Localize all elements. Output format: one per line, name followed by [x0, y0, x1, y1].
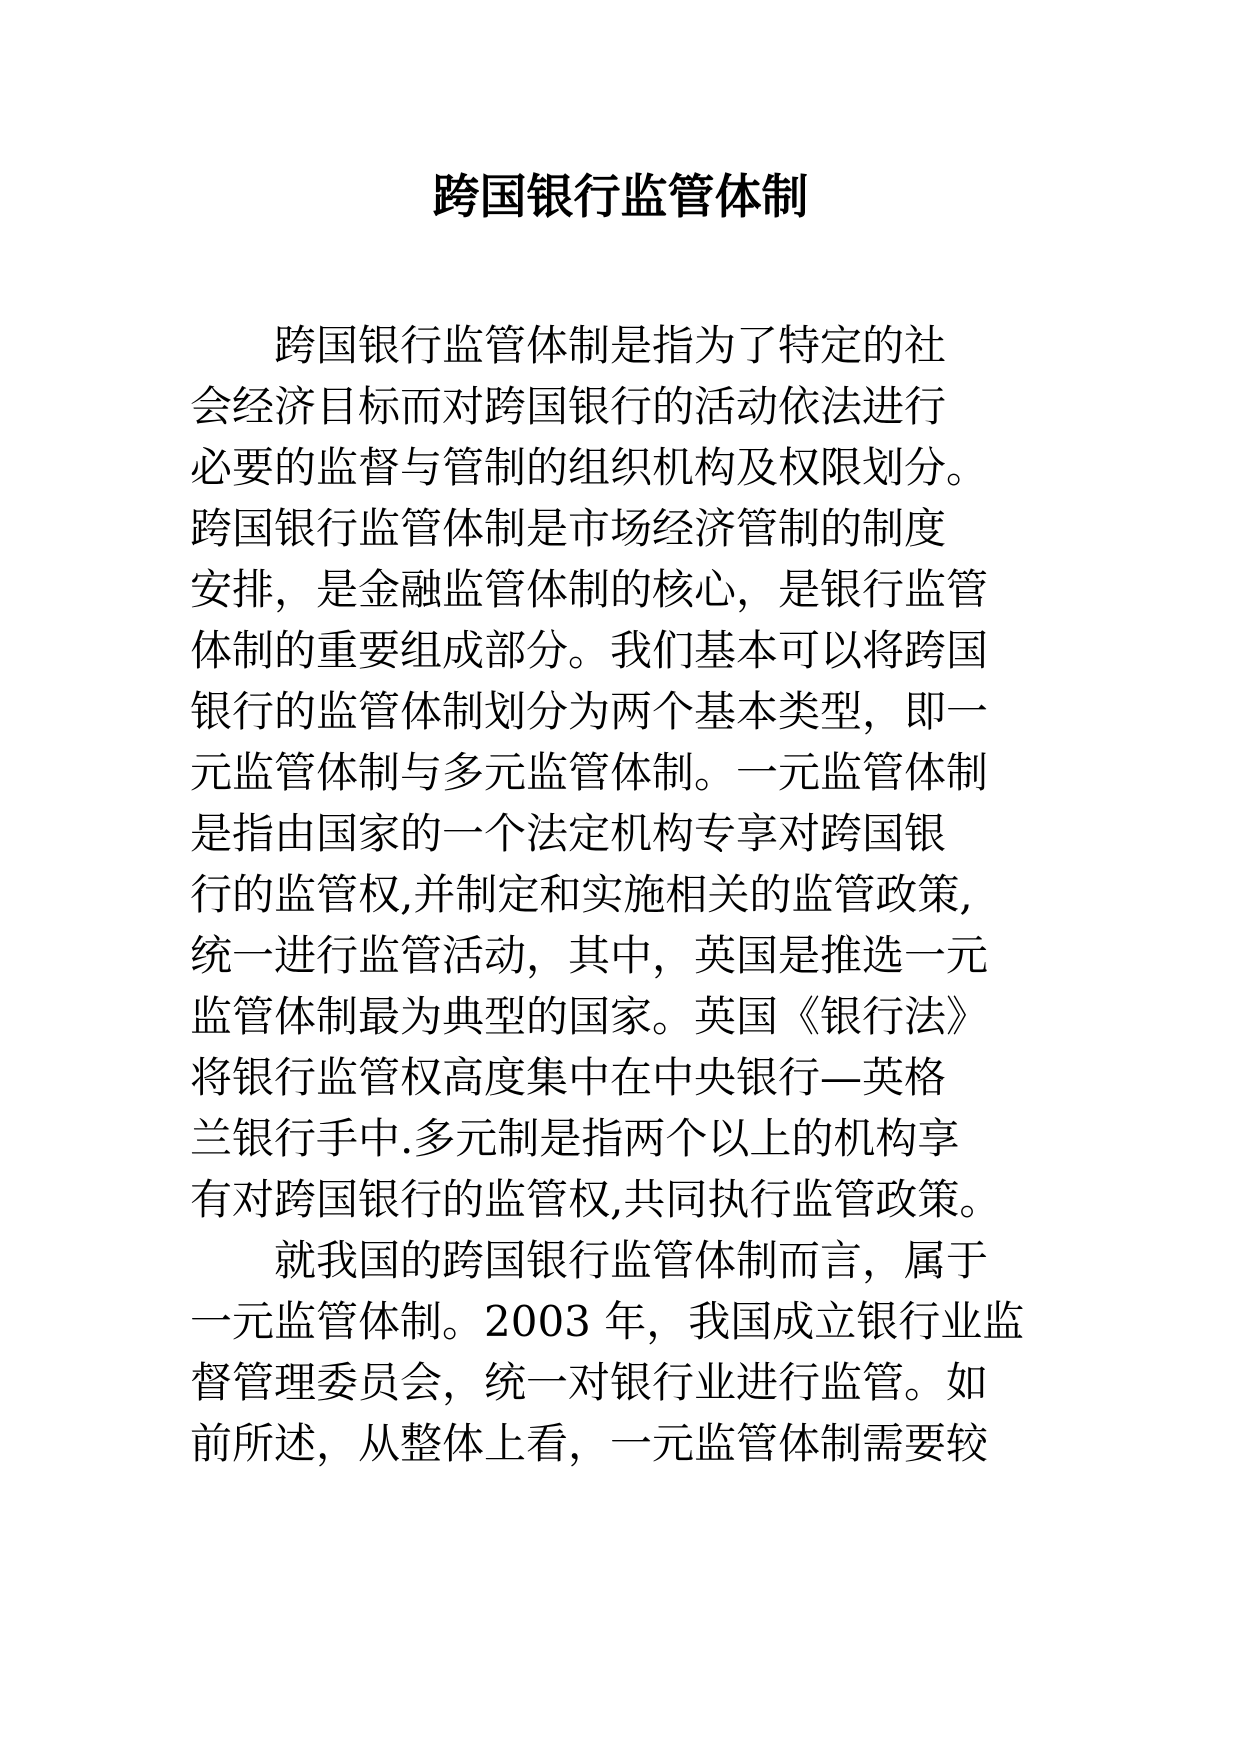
body-line: 将银行监管权高度集中在中央银行—英格 [190, 1053, 947, 1102]
body-line: 督管理委员会，统一对银行业进行监管。如 [190, 1358, 989, 1407]
body-line: 是指由国家的一个法定机构专享对跨国银 [190, 809, 947, 858]
body-line: 体制的重要组成部分。我们基本可以将跨国 [190, 626, 989, 675]
body-line: 前所述，从整体上看，一元监管体制需要较 [190, 1419, 989, 1468]
document-title: 跨国银行监管体制 [432, 170, 809, 225]
body-line: 有对跨国银行的监管权,共同执行监管政策。 [190, 1175, 1002, 1224]
body-line: 监管体制最为典型的国家。英国《银行法》 [190, 992, 989, 1041]
body-line: 一元监管体制。2003 年，我国成立银行业监 [190, 1297, 1025, 1346]
body-line: 安排，是金融监管体制的核心，是银行监管 [190, 565, 989, 614]
body-line: 银行的监管体制划分为两个基本类型，即一 [190, 687, 989, 736]
body-line: 行的监管权,并制定和实施相关的监管政策, [190, 870, 973, 919]
body-line: 统一进行监管活动，其中，英国是推选一元 [190, 931, 989, 980]
body-line: 跨国银行监管体制是指为了特定的社 [190, 321, 947, 370]
body-line: 元监管体制与多元监管体制。一元监管体制 [190, 748, 989, 797]
body-line: 兰银行手中.多元制是指两个以上的机构享 [190, 1114, 960, 1163]
body-line: 会经济目标而对跨国银行的活动依法进行 [190, 382, 947, 431]
document-body [190, 315, 1090, 1474]
body-line: 跨国银行监管体制是市场经济管制的制度 [190, 504, 947, 553]
body-line: 就我国的跨国银行监管体制而言，属于 [190, 1236, 989, 1285]
body-line: 必要的监督与管制的组织机构及权限划分。 [190, 443, 989, 492]
